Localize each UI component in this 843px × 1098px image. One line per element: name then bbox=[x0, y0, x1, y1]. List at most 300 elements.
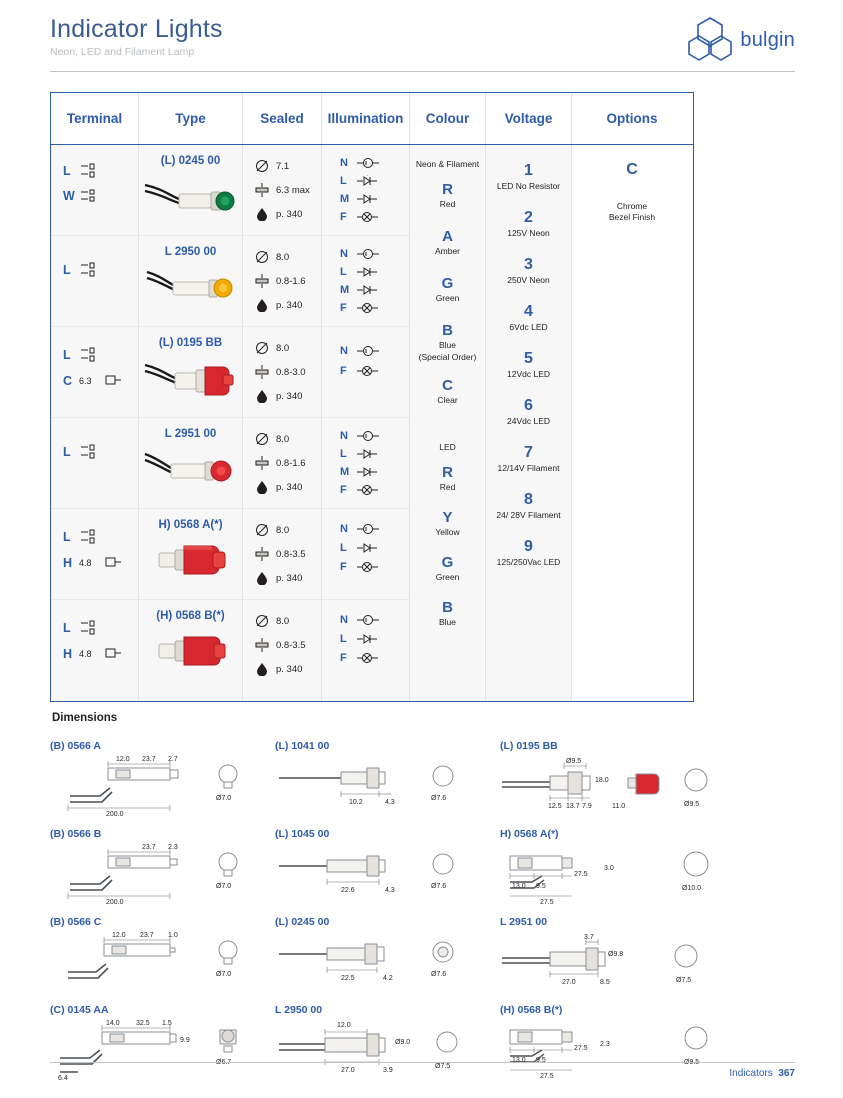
dimension-title: (H) 0568 B(*) bbox=[500, 1004, 563, 1016]
table-row bbox=[243, 600, 321, 691]
led-icon bbox=[357, 193, 379, 205]
dimension-title: H) 0568 A(*) bbox=[500, 828, 559, 840]
sealed-diameter-value: 8.0 bbox=[276, 251, 290, 263]
dimension-drawing bbox=[50, 756, 270, 822]
table-header-row bbox=[51, 93, 693, 145]
illumination-code: N bbox=[340, 345, 348, 357]
column-type bbox=[139, 145, 243, 701]
column-header-colour: Colour bbox=[410, 93, 486, 144]
diameter-icon bbox=[255, 341, 269, 355]
svg-text:Ø9.5: Ø9.5 bbox=[684, 801, 700, 808]
sealing-ip-icon bbox=[255, 389, 269, 403]
svg-text:Ø7.0: Ø7.0 bbox=[216, 795, 232, 802]
svg-text:23.7: 23.7 bbox=[142, 844, 156, 851]
illumination-entry bbox=[322, 266, 409, 278]
led-icon bbox=[357, 633, 379, 645]
voltage-desc: 24/ 28V Filament bbox=[496, 510, 561, 520]
sealed-diameter-value: 8.0 bbox=[276, 524, 290, 536]
sealing-ip-icon bbox=[255, 298, 269, 312]
terminal-size: 4.8 bbox=[79, 649, 92, 659]
voltage-desc: 12/14V Filament bbox=[497, 463, 560, 473]
brand-logo bbox=[688, 16, 795, 64]
terminal-size: 6.3 bbox=[79, 376, 92, 386]
illumination-entry bbox=[322, 248, 409, 260]
illumination-code: L bbox=[340, 175, 347, 187]
illumination-code: N bbox=[340, 430, 348, 442]
illumination-code: F bbox=[340, 302, 347, 314]
table-row bbox=[139, 418, 242, 509]
column-terminal bbox=[51, 145, 139, 701]
type-code: (L) 0195 BB bbox=[158, 337, 223, 349]
colour-code: R bbox=[442, 181, 453, 198]
illumination-entry bbox=[322, 448, 409, 460]
sealed-page-value: p. 340 bbox=[276, 208, 303, 220]
table-row bbox=[243, 145, 321, 236]
svg-text:22.6: 22.6 bbox=[341, 887, 355, 894]
sealed-thickness bbox=[243, 183, 321, 197]
page-header bbox=[50, 14, 795, 72]
terminal-blade-icon bbox=[103, 373, 125, 389]
terminal-code: L bbox=[63, 621, 71, 635]
colour-name: Red bbox=[439, 482, 456, 492]
terminal-entry bbox=[51, 188, 138, 204]
terminal-code: L bbox=[63, 348, 71, 362]
sealed-diameter bbox=[243, 614, 321, 628]
svg-text:14.0: 14.0 bbox=[106, 1020, 120, 1027]
product-illustration-0568-b bbox=[139, 624, 242, 679]
panel-thickness-icon bbox=[255, 183, 269, 197]
dimension-drawing bbox=[275, 756, 495, 822]
colour-code: B bbox=[442, 599, 453, 616]
type-code: L 2951 00 bbox=[164, 428, 217, 440]
sealed-thickness-value: 0.8-1.6 bbox=[276, 275, 306, 287]
svg-text:13.0: 13.0 bbox=[512, 883, 526, 890]
voltage-desc: LED No Resistor bbox=[496, 181, 561, 191]
voltage-code: 1 bbox=[524, 162, 533, 179]
colour-name: Amber bbox=[434, 246, 461, 256]
svg-text:Ø7.6: Ø7.6 bbox=[431, 971, 447, 978]
column-header-options: Options bbox=[606, 111, 658, 126]
svg-text:2.3: 2.3 bbox=[168, 844, 178, 851]
table-row bbox=[51, 327, 138, 418]
filament-lamp-icon bbox=[357, 302, 379, 314]
diameter-icon bbox=[255, 159, 269, 173]
colour-code: R bbox=[442, 464, 453, 481]
sealed-diameter bbox=[243, 523, 321, 537]
sealed-thickness bbox=[243, 547, 321, 561]
illumination-code: M bbox=[340, 284, 350, 296]
panel-thickness-icon bbox=[255, 274, 269, 288]
svg-text:8.5: 8.5 bbox=[600, 979, 610, 986]
sealed-page-value: p. 340 bbox=[276, 390, 303, 402]
svg-text:23.7: 23.7 bbox=[140, 932, 154, 939]
illumination-entry bbox=[322, 211, 409, 223]
colour-code: C bbox=[442, 377, 453, 394]
table-row bbox=[51, 145, 138, 236]
svg-text:4.3: 4.3 bbox=[385, 887, 395, 894]
terminal-code: H bbox=[63, 556, 73, 570]
svg-text:27.5: 27.5 bbox=[540, 1073, 554, 1080]
svg-text:27.0: 27.0 bbox=[341, 1067, 355, 1074]
neon-lamp-icon bbox=[357, 614, 379, 626]
svg-text:12.5: 12.5 bbox=[548, 803, 562, 810]
table-row bbox=[139, 327, 242, 418]
led-icon bbox=[357, 466, 379, 478]
svg-text:Ø7.5: Ø7.5 bbox=[435, 1063, 451, 1070]
terminal-blade-icon bbox=[103, 646, 125, 662]
dimension-block bbox=[275, 740, 495, 822]
svg-text:3.7: 3.7 bbox=[584, 934, 594, 941]
illumination-code: N bbox=[340, 157, 348, 169]
table-row bbox=[243, 236, 321, 327]
svg-text:23.7: 23.7 bbox=[142, 756, 156, 763]
svg-text:Ø9.0: Ø9.0 bbox=[395, 1039, 411, 1046]
dimension-drawing bbox=[500, 844, 750, 910]
svg-text:1.0: 1.0 bbox=[168, 932, 178, 939]
colour-code: G bbox=[441, 275, 454, 292]
sealing-ip-icon bbox=[255, 480, 269, 494]
dimension-title: (L) 1045 00 bbox=[275, 828, 330, 840]
dimension-block bbox=[275, 828, 495, 910]
svg-text:9.5: 9.5 bbox=[536, 883, 546, 890]
sealing-ip-icon bbox=[255, 207, 269, 221]
sealed-thickness-value: 0.8-1.6 bbox=[276, 457, 306, 469]
product-illustration-0568-a bbox=[139, 533, 242, 588]
svg-text:27.0: 27.0 bbox=[562, 979, 576, 986]
neon-lamp-icon bbox=[357, 157, 379, 169]
illumination-code: F bbox=[340, 652, 347, 664]
neon-lamp-icon bbox=[357, 523, 379, 535]
sealed-thickness-value: 6.3 max bbox=[276, 184, 310, 196]
svg-text:12.0: 12.0 bbox=[116, 756, 130, 763]
filament-lamp-icon bbox=[357, 211, 379, 223]
svg-text:Ø10.0: Ø10.0 bbox=[682, 885, 702, 892]
dimension-title: (B) 0566 C bbox=[50, 916, 102, 928]
svg-text:13.0: 13.0 bbox=[512, 1057, 526, 1064]
table-row bbox=[139, 509, 242, 600]
sealed-thickness bbox=[243, 638, 321, 652]
dimension-drawing bbox=[275, 932, 495, 998]
column-sealed bbox=[243, 145, 322, 701]
type-code: H) 0568 A(*) bbox=[158, 519, 223, 531]
dimension-block bbox=[50, 740, 270, 822]
sealed-thickness bbox=[243, 456, 321, 470]
table-row bbox=[243, 418, 321, 509]
dimension-drawing bbox=[500, 756, 750, 822]
neon-lamp-icon bbox=[357, 345, 379, 357]
table-row bbox=[322, 236, 409, 327]
terminal-lug-icon bbox=[79, 620, 101, 636]
neon-lamp-icon bbox=[357, 248, 379, 260]
option-desc-line1: Chrome bbox=[616, 201, 648, 211]
sealed-thickness bbox=[243, 274, 321, 288]
illumination-entry bbox=[322, 542, 409, 554]
panel-thickness-icon bbox=[255, 456, 269, 470]
svg-text:12.0: 12.0 bbox=[337, 1022, 351, 1029]
svg-text:4.3: 4.3 bbox=[385, 799, 395, 806]
terminal-entry bbox=[51, 347, 138, 363]
illumination-entry bbox=[322, 430, 409, 442]
svg-text:3.0: 3.0 bbox=[604, 865, 614, 872]
sealed-diameter bbox=[243, 341, 321, 355]
product-illustration-2950-00 bbox=[139, 260, 242, 315]
illumination-code: L bbox=[340, 448, 347, 460]
dimension-drawing bbox=[50, 844, 270, 910]
panel-thickness-icon bbox=[255, 365, 269, 379]
illumination-entry bbox=[322, 345, 409, 357]
svg-text:32.5: 32.5 bbox=[136, 1020, 150, 1027]
column-header-illumination: Illumination bbox=[322, 93, 410, 144]
voltage-desc: 125/250Vac LED bbox=[496, 557, 561, 567]
svg-text:Ø9.5: Ø9.5 bbox=[566, 758, 582, 765]
sealed-page-ref bbox=[243, 298, 321, 312]
panel-thickness-icon bbox=[255, 547, 269, 561]
neon-lamp-icon bbox=[357, 430, 379, 442]
sealed-diameter bbox=[243, 250, 321, 264]
led-icon bbox=[357, 448, 379, 460]
terminal-code: L bbox=[63, 164, 71, 178]
illumination-entry bbox=[322, 157, 409, 169]
sealed-page-ref bbox=[243, 662, 321, 676]
terminal-entry bbox=[51, 620, 138, 636]
column-voltage bbox=[486, 145, 572, 701]
terminal-code: H bbox=[63, 647, 73, 661]
dimension-title: L 2951 00 bbox=[500, 916, 548, 928]
voltage-code: 4 bbox=[524, 303, 533, 320]
illumination-code: M bbox=[340, 466, 350, 478]
voltage-code: 2 bbox=[524, 209, 533, 226]
table-row bbox=[322, 145, 409, 236]
dimension-block bbox=[500, 740, 750, 822]
page-footer bbox=[50, 1062, 795, 1084]
dimension-title: (B) 0566 B bbox=[50, 828, 102, 840]
terminal-lug-icon bbox=[79, 163, 101, 179]
table-row bbox=[243, 327, 321, 418]
terminal-code: W bbox=[63, 189, 75, 203]
product-illustration-0195-bb bbox=[139, 351, 242, 406]
column-header-type: Type bbox=[139, 93, 243, 144]
table-row bbox=[51, 509, 138, 600]
filament-lamp-icon bbox=[357, 365, 379, 377]
table-row bbox=[139, 145, 242, 236]
voltage-code: 7 bbox=[524, 444, 533, 461]
sealing-ip-icon bbox=[255, 662, 269, 676]
terminal-entry bbox=[51, 646, 138, 662]
option-code: C bbox=[626, 161, 638, 178]
product-illustration-0245-00 bbox=[139, 169, 242, 224]
column-colour bbox=[410, 145, 486, 701]
sealed-thickness bbox=[243, 365, 321, 379]
type-code: L 2950 00 bbox=[164, 246, 217, 258]
illumination-entry bbox=[322, 365, 409, 377]
illumination-entry bbox=[322, 302, 409, 314]
table-row bbox=[51, 418, 138, 509]
sealed-thickness-value: 0.8-3.5 bbox=[276, 548, 306, 560]
column-header-sealed: Sealed bbox=[243, 93, 322, 144]
terminal-lug-icon bbox=[79, 188, 101, 204]
brand-name: bulgin bbox=[740, 28, 795, 51]
illumination-code: F bbox=[340, 211, 347, 223]
led-icon bbox=[357, 542, 379, 554]
table-row bbox=[51, 236, 138, 327]
sealed-diameter bbox=[243, 432, 321, 446]
svg-text:11.0: 11.0 bbox=[612, 803, 626, 810]
column-illumination bbox=[322, 145, 410, 701]
colour-name: Red bbox=[439, 199, 456, 209]
table-row bbox=[322, 418, 409, 509]
dimension-block bbox=[500, 828, 750, 910]
dimension-title: (L) 1041 00 bbox=[275, 740, 330, 752]
sealed-page-ref bbox=[243, 571, 321, 585]
illumination-code: L bbox=[340, 633, 347, 645]
table-row bbox=[243, 509, 321, 600]
dimension-block bbox=[500, 916, 750, 998]
illumination-entry bbox=[322, 484, 409, 496]
dimension-drawing bbox=[275, 844, 495, 910]
svg-text:9.9: 9.9 bbox=[180, 1037, 190, 1044]
table-row bbox=[139, 236, 242, 327]
dimension-block bbox=[275, 916, 495, 998]
colour-name: Blue bbox=[438, 617, 456, 627]
voltage-desc: 250V Neon bbox=[507, 275, 550, 285]
svg-text:7.9: 7.9 bbox=[582, 803, 592, 810]
svg-text:Ø7.5: Ø7.5 bbox=[676, 977, 692, 984]
led-icon bbox=[357, 266, 379, 278]
colour-code: B bbox=[442, 322, 453, 339]
table-row bbox=[322, 509, 409, 600]
colour-code: A bbox=[442, 228, 453, 245]
terminal-lug-icon bbox=[79, 529, 101, 545]
voltage-code: 5 bbox=[524, 350, 533, 367]
svg-text:22.5: 22.5 bbox=[341, 975, 355, 982]
dimensions-column-1 bbox=[50, 740, 270, 1092]
terminal-size: 4.8 bbox=[79, 558, 92, 568]
svg-text:18.0: 18.0 bbox=[595, 777, 609, 784]
terminal-code: L bbox=[63, 530, 71, 544]
table-row bbox=[139, 600, 242, 691]
sealed-page-ref bbox=[243, 389, 321, 403]
svg-text:2.3: 2.3 bbox=[600, 1041, 610, 1048]
bulgin-cube-icon bbox=[688, 16, 732, 64]
colour-group-label: LED bbox=[439, 442, 456, 452]
sealed-diameter bbox=[243, 159, 321, 173]
colour-note: (Special Order) bbox=[418, 352, 477, 362]
svg-text:2.7: 2.7 bbox=[168, 756, 178, 763]
diameter-icon bbox=[255, 523, 269, 537]
illumination-code: M bbox=[340, 193, 350, 205]
dimension-title: (C) 0145 AA bbox=[50, 1004, 109, 1016]
column-header-terminal: Terminal bbox=[51, 93, 139, 144]
colour-name: Green bbox=[435, 293, 460, 303]
illumination-entry bbox=[322, 523, 409, 535]
terminal-entry bbox=[51, 373, 138, 389]
sealed-diameter-value: 8.0 bbox=[276, 615, 290, 627]
sealing-ip-icon bbox=[255, 571, 269, 585]
illumination-entry bbox=[322, 193, 409, 205]
illumination-code: L bbox=[340, 542, 347, 554]
colour-name: Blue bbox=[438, 340, 456, 350]
illumination-entry bbox=[322, 652, 409, 664]
terminal-code: L bbox=[63, 263, 71, 277]
svg-text:12.0: 12.0 bbox=[112, 932, 126, 939]
terminal-entry bbox=[51, 555, 138, 571]
selection-table bbox=[50, 92, 694, 702]
sealed-page-ref bbox=[243, 207, 321, 221]
terminal-lug-icon bbox=[79, 262, 101, 278]
sealed-diameter-value: 8.0 bbox=[276, 342, 290, 354]
dimension-title: (L) 0245 00 bbox=[275, 916, 330, 928]
table-row bbox=[322, 327, 409, 418]
voltage-desc: 24Vdc LED bbox=[507, 416, 550, 426]
svg-text:10.2: 10.2 bbox=[349, 799, 363, 806]
table-body bbox=[51, 145, 693, 701]
svg-text:Ø6.7: Ø6.7 bbox=[216, 1059, 232, 1066]
voltage-desc: 125V Neon bbox=[507, 228, 550, 238]
column-options bbox=[572, 145, 692, 701]
colour-name: Clear bbox=[437, 395, 458, 405]
illumination-entry bbox=[322, 561, 409, 573]
sealed-page-value: p. 340 bbox=[276, 572, 303, 584]
terminal-blade-icon bbox=[103, 555, 125, 571]
illumination-entry bbox=[322, 466, 409, 478]
filament-lamp-icon bbox=[357, 484, 379, 496]
terminal-entry bbox=[51, 163, 138, 179]
voltage-code: 9 bbox=[524, 538, 533, 555]
terminal-lug-icon bbox=[79, 444, 101, 460]
voltage-code: 8 bbox=[524, 491, 533, 508]
colour-name: Green bbox=[435, 572, 460, 582]
svg-text:200.0: 200.0 bbox=[106, 899, 124, 906]
illumination-code: L bbox=[340, 266, 347, 278]
dimension-title: L 2950 00 bbox=[275, 1004, 323, 1016]
svg-text:9.5: 9.5 bbox=[536, 1057, 546, 1064]
filament-lamp-icon bbox=[357, 652, 379, 664]
column-header-voltage: Voltage bbox=[486, 93, 572, 144]
terminal-entry bbox=[51, 529, 138, 545]
svg-text:Ø7.6: Ø7.6 bbox=[431, 883, 447, 890]
sealed-thickness-value: 0.8-3.0 bbox=[276, 366, 306, 378]
footer-content bbox=[50, 1063, 795, 1079]
illumination-entry bbox=[322, 284, 409, 296]
led-icon bbox=[357, 284, 379, 296]
type-code: (L) 0245 00 bbox=[160, 155, 221, 167]
table-row bbox=[51, 600, 138, 691]
svg-text:Ø7.6: Ø7.6 bbox=[431, 795, 447, 802]
colour-code: G bbox=[441, 554, 454, 571]
terminal-code: C bbox=[63, 374, 73, 388]
diameter-icon bbox=[255, 432, 269, 446]
terminal-lug-icon bbox=[79, 347, 101, 363]
svg-text:Ø7.0: Ø7.0 bbox=[216, 883, 232, 890]
illumination-code: N bbox=[340, 248, 348, 260]
svg-text:27.5: 27.5 bbox=[574, 1045, 588, 1052]
filament-lamp-icon bbox=[357, 561, 379, 573]
colour-name: Yellow bbox=[435, 527, 460, 537]
terminal-entry bbox=[51, 444, 138, 460]
footer-section-label: Indicators bbox=[729, 1068, 773, 1079]
terminal-code: L bbox=[63, 445, 71, 459]
svg-text:Ø9.5: Ø9.5 bbox=[684, 1059, 700, 1066]
led-icon bbox=[357, 175, 379, 187]
illumination-code: F bbox=[340, 365, 347, 377]
dimension-block bbox=[50, 828, 270, 910]
illumination-code: N bbox=[340, 523, 348, 535]
dimension-block bbox=[50, 916, 270, 998]
svg-text:4.2: 4.2 bbox=[383, 975, 393, 982]
dimension-title: (B) 0566 A bbox=[50, 740, 101, 752]
svg-text:13.7: 13.7 bbox=[566, 803, 580, 810]
colour-group-label: Neon & Filament bbox=[415, 159, 480, 169]
